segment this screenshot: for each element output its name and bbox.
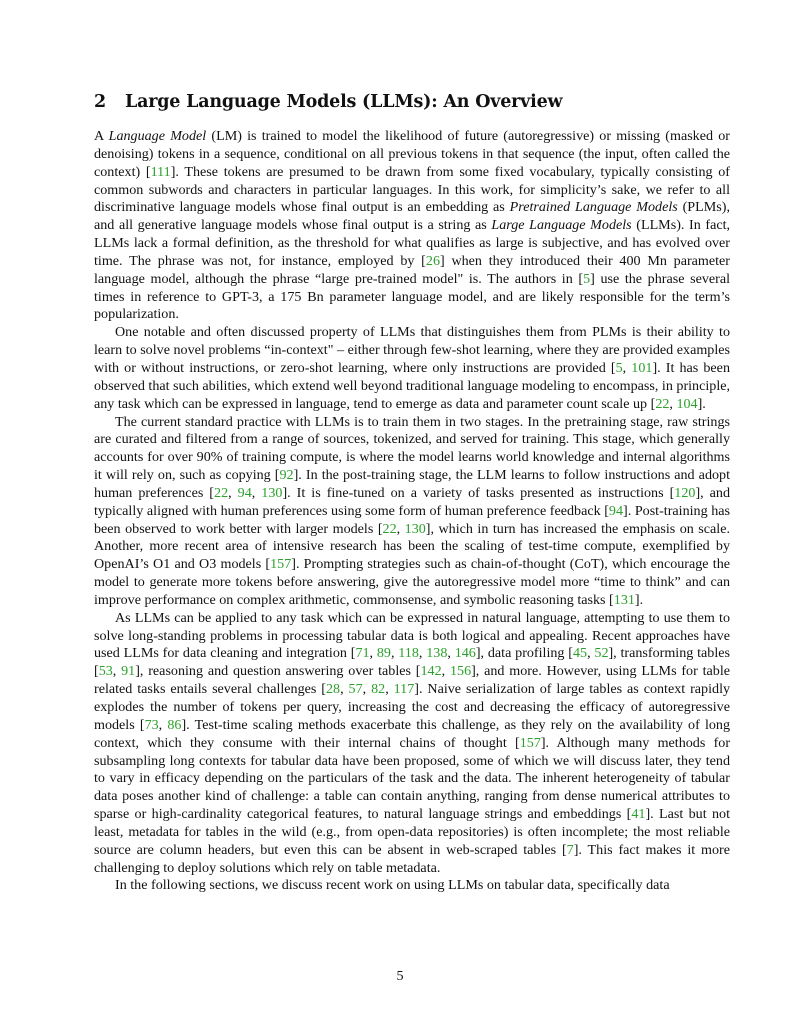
citation-link[interactable]: 111 xyxy=(150,163,171,180)
text-run: , xyxy=(447,645,455,662)
text-run: ]. xyxy=(634,591,644,608)
text-run: ]. Naive serialization of large tables as context rapidly explodes the number of tokens per query, increasing the cost and decreasing the efficacy of autoregressive models [ xyxy=(94,681,731,733)
citation-link[interactable]: 7 xyxy=(566,841,574,858)
text-run: ]. Although many methods for subsampling long contexts for tabular data have been proposed, some of which we will discuss later, they tend to vary in efficacy depending on the particulars of the task and the data. The inherent heterogeneity of tabular data poses another kind of challenge: a table can contain anything, ranging from dense numerical attributes to sparse or high-cardinality categorical features, to natural language strings and embeddings [ xyxy=(94,734,731,823)
citation-link[interactable]: 86 xyxy=(167,716,182,733)
text-run: ]. In the post-training stage, the LLM learns to follow instructions and adopt human preferences [ xyxy=(94,467,730,501)
text-run: , xyxy=(418,645,427,662)
text-run: ]. Test-time scaling methods exacerbate this challenge, as they rely on the availability of long context, which they consume with their internal chains of thought [ xyxy=(94,716,731,751)
emphasized-term: Language Model xyxy=(108,128,207,144)
text-run: ]. It is fine-tuned on a variety of tasks presented as instructions [ xyxy=(282,484,675,501)
citation-link[interactable]: 101 xyxy=(631,359,653,376)
text-run: ], which in turn has increased the emphasis on scale. Another, more recent area of intensive research has been the scaling of test-time compute, exemplified by OpenAI’s O1 and O3 models [ xyxy=(94,520,731,573)
citation-link[interactable]: 45 xyxy=(572,645,588,662)
citation-link[interactable]: 157 xyxy=(519,734,541,751)
citation-link[interactable]: 130 xyxy=(261,484,283,501)
text-run: One notable and often discussed property of LLMs that distinguishes them from PLMs is their ability to learn to solve novel problems “in-context" – either through few-shot learning, where they are provided examples with or without instructions, or zero-shot learning, where only instructions are provided [ xyxy=(94,324,730,376)
citation-link[interactable]: 92 xyxy=(279,467,294,484)
page-content xyxy=(94,90,730,895)
citation-link[interactable]: 94 xyxy=(608,502,624,519)
text-run: ], reasoning and question answering over tables [ xyxy=(135,663,421,680)
citation-link[interactable]: 26 xyxy=(425,252,440,269)
text-run: , xyxy=(622,359,632,376)
citation-link[interactable]: 28 xyxy=(326,681,341,698)
citation-link[interactable]: 94 xyxy=(237,484,252,501)
citation-link[interactable]: 22 xyxy=(655,395,670,412)
citation-link[interactable]: 156 xyxy=(449,663,472,680)
citation-link[interactable]: 131 xyxy=(613,591,635,608)
paragraph xyxy=(94,128,730,324)
text-run: (LM) is trained to model the likelihood of future (autoregressive) or missing (masked or denoising) tokens in a sequence, conditional on all previous tokens in that sequence (the input, often called the context) [ xyxy=(94,128,730,180)
citation-link[interactable]: 142 xyxy=(420,663,442,680)
citation-link[interactable]: 41 xyxy=(631,806,646,823)
text-run: , xyxy=(158,716,168,733)
citation-link[interactable]: 71 xyxy=(355,645,370,662)
text-run: , xyxy=(228,484,238,501)
text-run: ] when they introduced their 400 Mn parameter language model, although the phrase “large pre-trained model" is. The authors in [ xyxy=(94,252,730,287)
text-run: A xyxy=(94,128,109,144)
page-number: 5 xyxy=(396,968,404,984)
text-run: , xyxy=(112,663,122,680)
paragraph xyxy=(94,324,730,413)
citation-link[interactable]: 130 xyxy=(404,520,426,537)
citation-link[interactable]: 53 xyxy=(98,663,113,680)
section-heading xyxy=(94,90,730,114)
text-run: , xyxy=(587,645,595,662)
text-run: (PLMs), and all generative language models whose final output is a string as xyxy=(94,199,730,234)
text-run: ]. These tokens are presumed to be drawn from some fixed vocabulary, typically consisting of common subwords and characters in particular languages. In this work, for simplicity’s sake, we refer to all discriminative language models whose final output is an embedding as xyxy=(94,163,730,216)
text-run: , xyxy=(385,681,394,698)
citation-link[interactable]: 5 xyxy=(583,270,591,287)
text-run: , xyxy=(441,663,450,680)
citation-link[interactable]: 82 xyxy=(371,681,386,698)
text-run: ] use the phrase several times in reference to GPT-3, a 175 Bn parameter language model, and are likely responsible for the term’s popularization. xyxy=(94,270,730,323)
citation-link[interactable]: 117 xyxy=(393,681,415,698)
citation-link[interactable]: 120 xyxy=(674,484,696,501)
citation-link[interactable]: 138 xyxy=(426,645,448,662)
text-run: , xyxy=(362,681,372,698)
text-run: ], and typically aligned with human preferences using some form of human preference feedback [ xyxy=(94,484,731,519)
text-run: ]. xyxy=(697,395,706,412)
citation-link[interactable]: 57 xyxy=(348,681,363,698)
citation-link[interactable]: 89 xyxy=(376,645,391,662)
body-text xyxy=(94,128,730,895)
citation-link[interactable]: 22 xyxy=(382,520,397,537)
text-run: ]. Last but not least, metadata for tables in the wild (e.g., from open-data repositories) is often incomplete; the most reliable source are column headers, but even this can be absent in web-scraped tables [ xyxy=(94,806,730,858)
text-run: , xyxy=(669,395,677,412)
text-run: ], data profiling [ xyxy=(475,645,573,662)
citation-link[interactable]: 52 xyxy=(594,645,609,662)
text-run: ]. Post-training has been observed to work better with larger models [ xyxy=(94,502,730,537)
text-run: As LLMs can be applied to any task which can be expressed in natural language, attempting to use them to solve long-standing problems in processing tabular data is both logical and appealing. Recent approaches have used LLMs for data cleaning and integration [ xyxy=(94,609,730,662)
paragraph xyxy=(94,414,730,610)
text-run: (LLMs). In fact, LLMs lack a formal definition, as the threshold for what qualifies as large is subjective, and has evolved over time. The phrase was not, for instance, employed by [ xyxy=(94,217,731,269)
text-run: , xyxy=(369,645,377,662)
citation-link[interactable]: 146 xyxy=(454,645,476,662)
citation-link[interactable]: 22 xyxy=(214,484,229,501)
paragraph xyxy=(94,877,730,895)
text-run: ], transforming tables [ xyxy=(94,645,730,680)
citation-link[interactable]: 91 xyxy=(121,663,136,680)
section-number: 2 xyxy=(94,92,106,112)
section-title: Large Language Models (LLMs): An Overview xyxy=(125,92,563,112)
citation-link[interactable]: 104 xyxy=(676,395,698,412)
citation-link[interactable]: 118 xyxy=(398,645,419,662)
paragraph xyxy=(94,610,730,878)
citation-link[interactable]: 5 xyxy=(615,359,623,376)
text-run: ], and more. However, using LLMs for table related tasks entails several challenges [ xyxy=(94,663,730,698)
text-run: ]. Prompting strategies such as chain-of-thought (CoT), which encourage the model to generate more tokens before answering, give the autoregressive model more “time to think” and can improve performance on complex arithmetic, commonsense, and symbolic reasoning tasks [ xyxy=(94,556,730,608)
text-run: , xyxy=(251,484,262,501)
emphasized-term: Large Language Models xyxy=(491,217,632,234)
text-run: The current standard practice with LLMs is to train them in two stages. In the pretraining stage, raw strings are curated and filtered from a range of sources, tokenized, and served for training. This stage, which generally accounts for over 90% of training compute, is where the model learns world knowledge and internal algorithms it will rely on, such as copying [ xyxy=(94,413,730,484)
text-run: , xyxy=(396,520,405,537)
emphasized-term: Pretrained Language Models xyxy=(509,199,678,216)
text-run: , xyxy=(390,645,399,662)
text-run: ]. It has been observed that such abilities, which extend well beyond traditional language modeling to encompass, in principle, any task which can be expressed in language, tend to emerge as data and parameter count scale up [ xyxy=(94,359,731,412)
text-run: ]. This fact makes it more challenging to deploy solutions which rely on table metadata. xyxy=(94,841,730,876)
text-run: , xyxy=(340,681,349,698)
citation-link[interactable]: 157 xyxy=(270,556,292,573)
text-run: In the following sections, we discuss recent work on using LLMs on tabular data, specifically data xyxy=(115,877,670,894)
citation-link[interactable]: 73 xyxy=(144,716,159,733)
